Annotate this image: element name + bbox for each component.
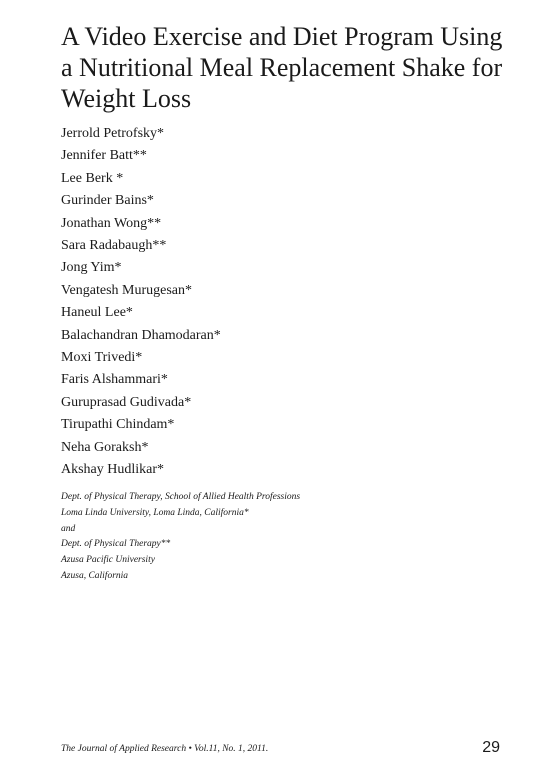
author-name: Jennifer Batt** <box>61 148 147 164</box>
author-name: Neha Goraksh* <box>61 439 149 455</box>
title-line: a Nutritional Meal Replacement Shake for <box>61 53 503 82</box>
author-name: Moxi Trivedi* <box>61 350 143 366</box>
affiliation-line: Dept. of Physical Therapy, School of Allied Health Professions <box>61 492 301 502</box>
author-name: Balachandran Dhamodaran* <box>61 327 221 343</box>
author-name: Tirupathi Chindam* <box>61 417 175 433</box>
title-line: A Video Exercise and Diet Program Using <box>61 22 503 51</box>
affiliation-line: Azusa, California <box>61 570 129 581</box>
affiliation-line: Dept. of Physical Therapy** <box>61 539 171 550</box>
author-name: Vengatesh Murugesan* <box>61 282 193 298</box>
author-name: Lee Berk * <box>61 170 124 186</box>
author-name: Jerrold Petrofsky* <box>61 126 165 141</box>
author-name: Akshay Hudlikar* <box>61 462 165 478</box>
affiliation-line: Loma Linda University, Loma Linda, California* <box>61 507 249 518</box>
author-name: Jong Yim* <box>61 260 122 276</box>
affiliation-list <box>61 490 300 585</box>
author-name: Haneul Lee* <box>61 305 133 321</box>
affiliation-line: and <box>61 523 76 534</box>
author-name: Gurinder Bains* <box>61 193 154 209</box>
journal-citation: The Journal of Applied Research • Vol.11, No. 1, 2011. <box>61 744 269 754</box>
author-name: Guruprasad Gudivada* <box>61 394 192 410</box>
author-name: Sara Radabaugh** <box>61 238 167 254</box>
page-number: 29 <box>482 739 500 756</box>
title-line: Weight Loss <box>61 84 192 113</box>
author-name: Faris Alshammari* <box>61 372 168 388</box>
author-list <box>61 123 221 482</box>
author-name: Jonathan Wong** <box>61 215 162 231</box>
affiliation-line: Azusa Pacific University <box>61 555 155 566</box>
paper-title <box>61 21 521 114</box>
